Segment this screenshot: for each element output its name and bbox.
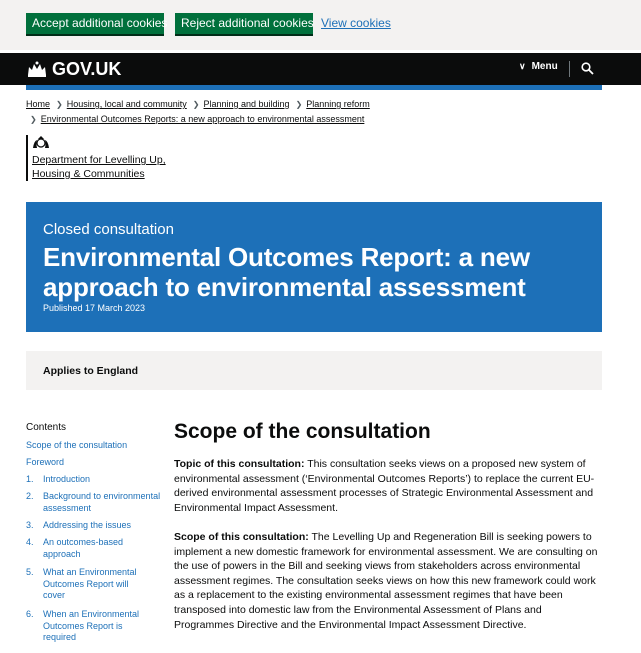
breadcrumb-housing[interactable]: Housing, local and community (66, 99, 187, 109)
breadcrumb-home[interactable]: Home (26, 99, 51, 109)
contents-item-label: An outcomes-based approach (43, 537, 124, 559)
contents-item-label: Introduction (43, 474, 91, 484)
accept-cookies-button[interactable]: Accept additional cookies (26, 13, 164, 34)
scope-paragraph (174, 530, 604, 632)
contents-heading: Contents (26, 422, 67, 433)
topic-text: This consultation seeks views on a proposed new system of environmental assessment (‘Environmental Outcomes Reports’) to replace the current EU-derived environmental assessment processes of Strategic Environmental Assessment and Environmental Impact Assessment. (174, 458, 595, 514)
contents-item-number: 4. (26, 537, 34, 547)
header-divider (569, 61, 570, 77)
contents-item-number: 2. (26, 491, 34, 501)
published-date: Published 17 March 2023 (43, 303, 146, 313)
contents-item-number: 1. (26, 474, 34, 484)
logo-text: GOV.UK (52, 59, 122, 79)
chevron-right-icon: ❯ (192, 100, 200, 109)
breadcrumb-line-2 (26, 114, 364, 124)
reject-cookies-button[interactable]: Reject additional cookies (175, 13, 313, 34)
contents-item-label: Background to environmental assessment (43, 491, 161, 513)
site-header (0, 53, 641, 85)
royal-crest-icon (32, 136, 50, 150)
contents-item-label: Foreword (26, 457, 65, 467)
contents-item-label: What an Environmental Outcomes Report will cover (43, 567, 137, 600)
scope-text: The Levelling Up and Regeneration Bill is seeking powers to implement a new domestic framework for environmental assessment. We are consulting on the use of powers in the Bill and seeking views from stakeholders across environmental assessment regimes. The consultation seeks views on how this new framework could work as a replacement to the existing environmental assessment regimes that have been transposed into domestic law from the Environmental Assessment of Plans and Programmes Directive and the Environmental Impact Assessment Directive. (174, 531, 598, 631)
cookie-banner (0, 0, 641, 50)
menu-label: Menu (531, 61, 558, 72)
topic-paragraph (174, 457, 604, 515)
organisation-name[interactable] (32, 153, 182, 181)
chevron-down-icon: ∨ (519, 61, 526, 71)
menu-button[interactable] (519, 61, 558, 72)
applies-to-panel (26, 351, 602, 390)
organisation-logo[interactable] (26, 135, 166, 181)
contents-item-scope[interactable] (26, 440, 127, 452)
breadcrumb-planning-building[interactable]: Planning and building (203, 99, 290, 109)
contents-item-foreword[interactable] (26, 457, 64, 469)
chevron-right-icon: ❯ (56, 100, 63, 109)
section-heading: Scope of the consultation (174, 420, 431, 443)
header-blue-rule (26, 85, 602, 90)
organisation-name-line2: Housing & Communities (32, 168, 145, 180)
contents-item-label: When an Environmental Outcomes Report is required (43, 609, 140, 642)
scope-label: Scope of this consultation: (174, 531, 309, 543)
contents-item-label: Addressing the issues (43, 520, 132, 530)
chevron-right-icon: ❯ (30, 115, 37, 124)
view-cookies-link[interactable]: View cookies (321, 16, 391, 30)
contents-item-number: 6. (26, 609, 34, 619)
page-title: Environmental Outcomes Report: a new approach to environmental assessment (43, 242, 530, 302)
breadcrumb-current[interactable]: Environmental Outcomes Reports: a new approach to environmental assessment (40, 114, 365, 124)
contents-item-number: 5. (26, 567, 34, 577)
title-banner (26, 202, 602, 332)
chevron-right-icon: ❯ (295, 100, 303, 109)
applies-to-text: Applies to England (43, 365, 139, 377)
breadcrumb-planning-reform[interactable]: Planning reform (306, 99, 370, 109)
contents-item-number: 3. (26, 520, 34, 530)
topic-label: Topic of this consultation: (174, 458, 305, 470)
organisation-name-line1: Department for Levelling Up, (32, 154, 166, 166)
contents-item-label: Scope of the consultation (26, 440, 128, 450)
breadcrumb (26, 99, 370, 109)
search-icon[interactable] (581, 62, 594, 75)
crown-icon (26, 61, 48, 77)
document-type-caption: Closed consultation (43, 221, 174, 238)
govuk-logo[interactable] (26, 59, 121, 79)
